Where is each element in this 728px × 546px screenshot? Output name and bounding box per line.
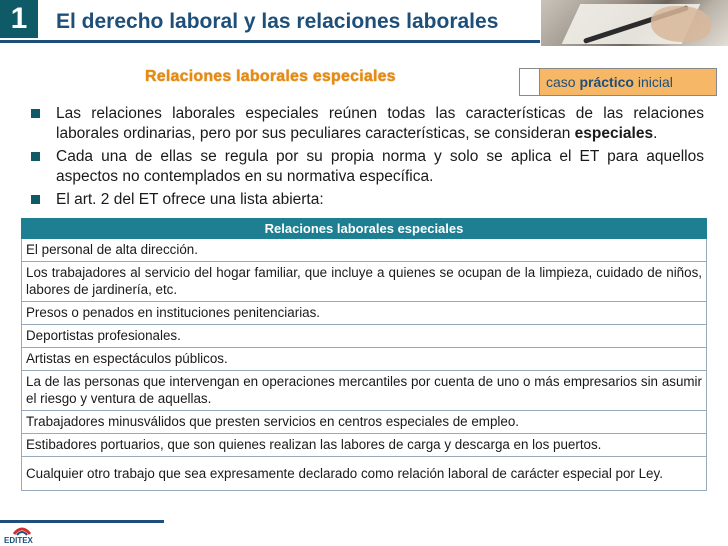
caso-practico-label — [540, 69, 716, 95]
table-row: Artistas en espectáculos públicos. — [22, 348, 707, 371]
bullet-text: Las relaciones laborales especiales reúnen todas las características de las relaciones laborales ordinarias, pero por sus peculiares características, se consideran — [56, 105, 704, 142]
bullet-item — [30, 147, 704, 187]
table-row: Cualquier otro trabajo que sea expresamente declarado como relación laboral de carácter especial por Ley. — [22, 457, 707, 491]
table-row: Los trabajadores al servicio del hogar familiar, que incluye a quienes se ocupan de la limpieza, cuidado de niños, labores de jardinería, etc. — [22, 262, 707, 302]
square-bullet-icon — [31, 109, 40, 118]
table-row: Deportistas profesionales. — [22, 325, 707, 348]
table-row: El personal de alta dirección. — [22, 239, 707, 262]
bullet-text: Cada una de ellas se regula por su propia norma y solo se aplica el ET para aquellos aspectos no contemplados en su normativa específica. — [56, 148, 704, 185]
square-bullet-icon — [31, 195, 40, 204]
caso-bold: práctico — [579, 74, 634, 90]
bullet-text: El art. 2 del ET ofrece una lista abierta: — [56, 191, 324, 208]
caso-practico-button[interactable] — [519, 68, 717, 96]
table-row: Trabajadores minusválidos que presten servicios en centros especiales de empleo. — [22, 411, 707, 434]
bullet-end: . — [653, 125, 658, 142]
bullet-item — [30, 190, 704, 210]
editex-logo-text: EDITEX — [4, 536, 33, 545]
square-bullet-icon — [31, 152, 40, 161]
table-row: La de las personas que intervengan en operaciones mercantiles por cuenta de uno o más empresarios sin asumir el riesgo y ventura de aquellas. — [22, 371, 707, 411]
table-header: Relaciones laborales especiales — [22, 219, 707, 239]
header-photo — [541, 0, 728, 46]
table-row: Presos o penados en instituciones penitenciarias. — [22, 302, 707, 325]
caso-side-tab — [520, 69, 540, 95]
special-relations-table — [21, 218, 707, 491]
header-divider — [0, 40, 540, 43]
chapter-number: 1 — [0, 0, 38, 38]
caso-suffix: inicial — [637, 74, 673, 90]
page-title: El derecho laboral y las relaciones laborales — [56, 10, 499, 33]
table-row: Estibadores portuarios, que son quienes realizan las labores de carga y descarga en los puertos. — [22, 434, 707, 457]
section-subtitle: Relaciones laborales especiales — [145, 68, 396, 85]
bullet-item — [30, 104, 704, 144]
bullet-bold: especiales — [574, 125, 654, 142]
caso-prefix: caso — [546, 74, 576, 90]
bullet-list — [30, 104, 704, 213]
footer-divider — [0, 520, 164, 523]
